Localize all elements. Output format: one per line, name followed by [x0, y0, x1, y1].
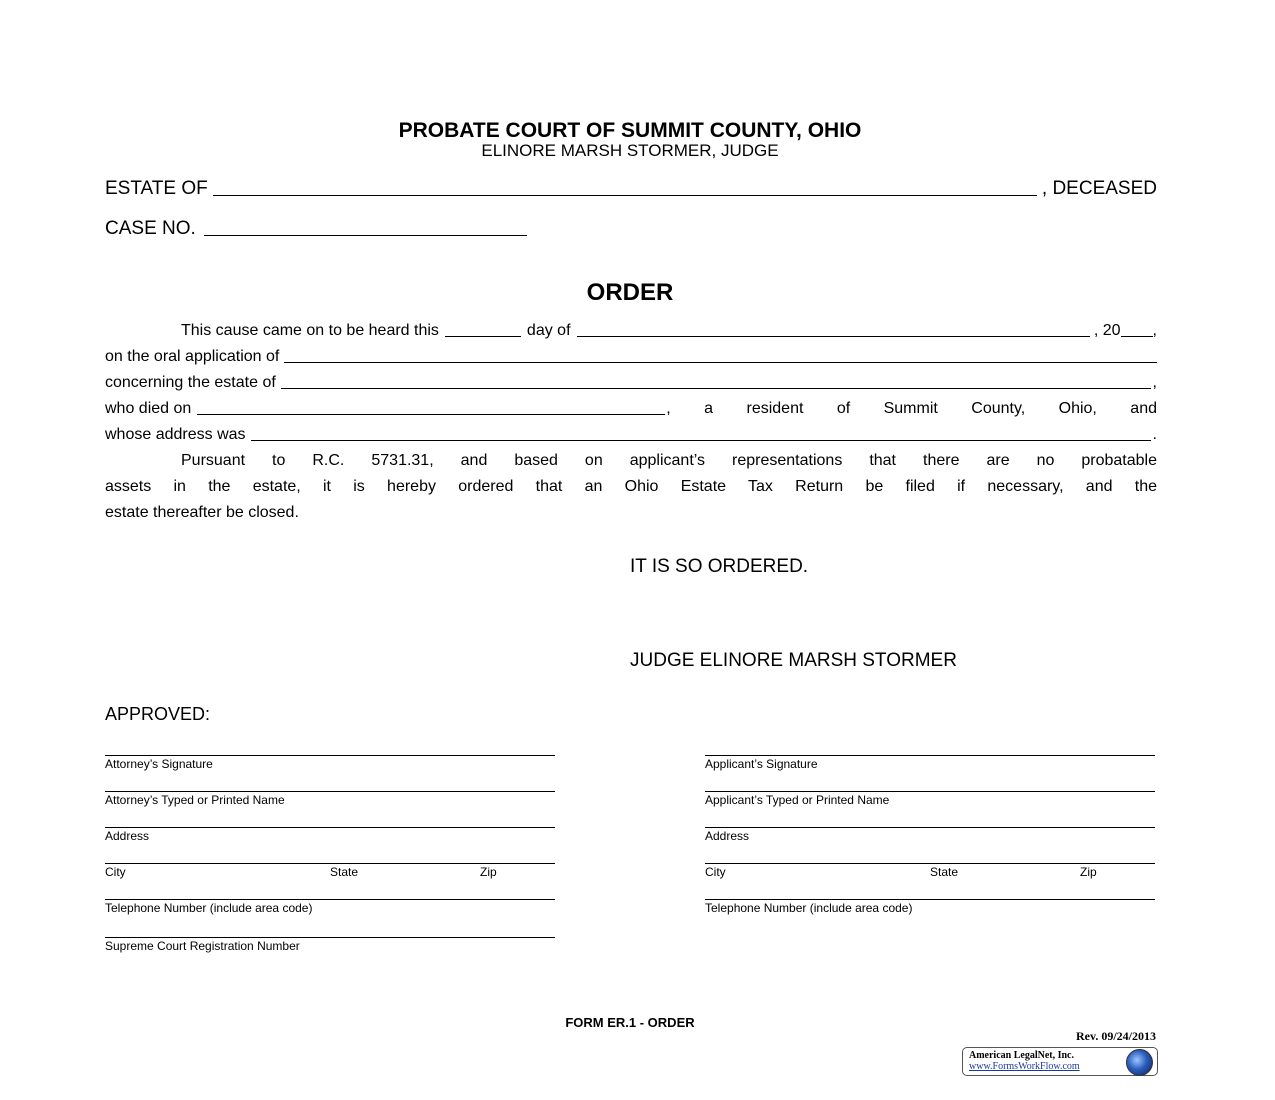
order-line-4 — [105, 400, 1157, 418]
estate-of-label: ESTATE OF — [105, 178, 208, 199]
application-text: on the oral application of — [105, 348, 280, 365]
form-id: FORM ER.1 - ORDER — [565, 1015, 695, 1030]
heard-text: This cause came on to be heard this — [181, 322, 439, 339]
order-line-5 — [105, 426, 1157, 444]
judge-subtitle: ELINORE MARSH STORMER, JUDGE — [481, 141, 779, 160]
court-title: PROBATE COURT OF SUMMIT COUNTY, OHIO — [398, 119, 862, 142]
attorney-address-line[interactable] — [105, 827, 555, 828]
attorney-zip-label: Zip — [480, 865, 497, 879]
month-field[interactable] — [577, 335, 1090, 337]
applicant-telephone-label: Telephone Number (include area code) — [705, 901, 913, 915]
line5-period: . — [1152, 426, 1157, 443]
badge-company: American LegalNet, Inc. — [969, 1050, 1074, 1061]
applicant-zip-label: Zip — [1080, 865, 1097, 879]
death-date-field[interactable] — [197, 413, 665, 415]
globe-icon — [1126, 1049, 1153, 1076]
resident-text: , a resident of Summit County, Ohio, and — [666, 400, 1157, 417]
case-no-field[interactable] — [204, 234, 527, 236]
address-text: whose address was — [105, 426, 246, 443]
applicant-name-line[interactable] — [705, 791, 1155, 792]
year-field[interactable] — [1121, 335, 1153, 337]
order-title: ORDER — [586, 279, 674, 306]
pursuant-line-2: assets in the estate, it is hereby ordered that an Ohio Estate Tax Return be filed if necessary, and the — [105, 478, 1157, 495]
forms-workflow-badge[interactable] — [962, 1047, 1158, 1076]
applicant-signature-label: Applicant’s Signature — [705, 757, 818, 771]
attorney-city-label: City — [105, 865, 126, 879]
case-no-label: CASE NO. — [105, 218, 196, 239]
applicant-name-label: Applicant’s Typed or Printed Name — [705, 793, 890, 807]
registration-label: Supreme Court Registration Number — [105, 939, 300, 953]
applicant-city-label: City — [705, 865, 726, 879]
order-line-1 — [105, 322, 1157, 340]
deceased-label: , DECEASED — [1041, 178, 1157, 199]
attorney-name-label: Attorney’s Typed or Printed Name — [105, 793, 285, 807]
attorney-telephone-label: Telephone Number (include area code) — [105, 901, 313, 915]
day-field[interactable] — [445, 335, 521, 337]
attorney-telephone-line[interactable] — [105, 899, 555, 900]
pursuant-line-3: estate thereafter be closed. — [105, 504, 299, 521]
estate-name-field[interactable] — [213, 194, 1037, 196]
attorney-signature-label: Attorney’s Signature — [105, 757, 213, 771]
registration-line[interactable] — [105, 937, 555, 938]
applicant-address-line[interactable] — [705, 827, 1155, 828]
so-ordered-text: IT IS SO ORDERED. — [630, 556, 809, 577]
revision-date: Rev. 09/24/2013 — [1076, 1029, 1156, 1043]
applicant-signature-line[interactable] — [705, 755, 1155, 756]
pursuant-line-1: Pursuant to R.C. 5731.31, and based on applicant’s representations that there are no probatable — [181, 452, 1157, 469]
applicant-city-line[interactable] — [705, 863, 1155, 864]
attorney-state-label: State — [330, 865, 359, 879]
decedent-address-field[interactable] — [251, 439, 1151, 441]
order-line-3 — [105, 374, 1157, 392]
attorney-address-label: Address — [105, 829, 150, 843]
concerning-text: concerning the estate of — [105, 374, 276, 391]
estate-of-row — [105, 178, 1157, 200]
applicant-telephone-line[interactable] — [705, 899, 1155, 900]
approved-label: APPROVED: — [105, 704, 211, 724]
applicant-field[interactable] — [284, 361, 1157, 363]
attorney-name-line[interactable] — [105, 791, 555, 792]
line1-comma: , — [1152, 322, 1157, 339]
applicant-address-label: Address — [705, 829, 750, 843]
line3-comma: , — [1152, 374, 1157, 391]
case-no-row — [105, 218, 1157, 240]
order-line-2 — [105, 348, 1157, 366]
judge-signature-line: JUDGE ELINORE MARSH STORMER — [630, 650, 957, 671]
applicant-state-label: State — [930, 865, 959, 879]
died-on-text: who died on — [105, 400, 192, 417]
year-prefix: , 20 — [1093, 322, 1121, 339]
badge-url[interactable]: www.FormsWorkFlow.com — [969, 1061, 1080, 1072]
attorney-signature-line[interactable] — [105, 755, 555, 756]
decedent-field[interactable] — [281, 387, 1151, 389]
day-of-text: day of — [526, 322, 571, 339]
attorney-city-line[interactable] — [105, 863, 555, 864]
